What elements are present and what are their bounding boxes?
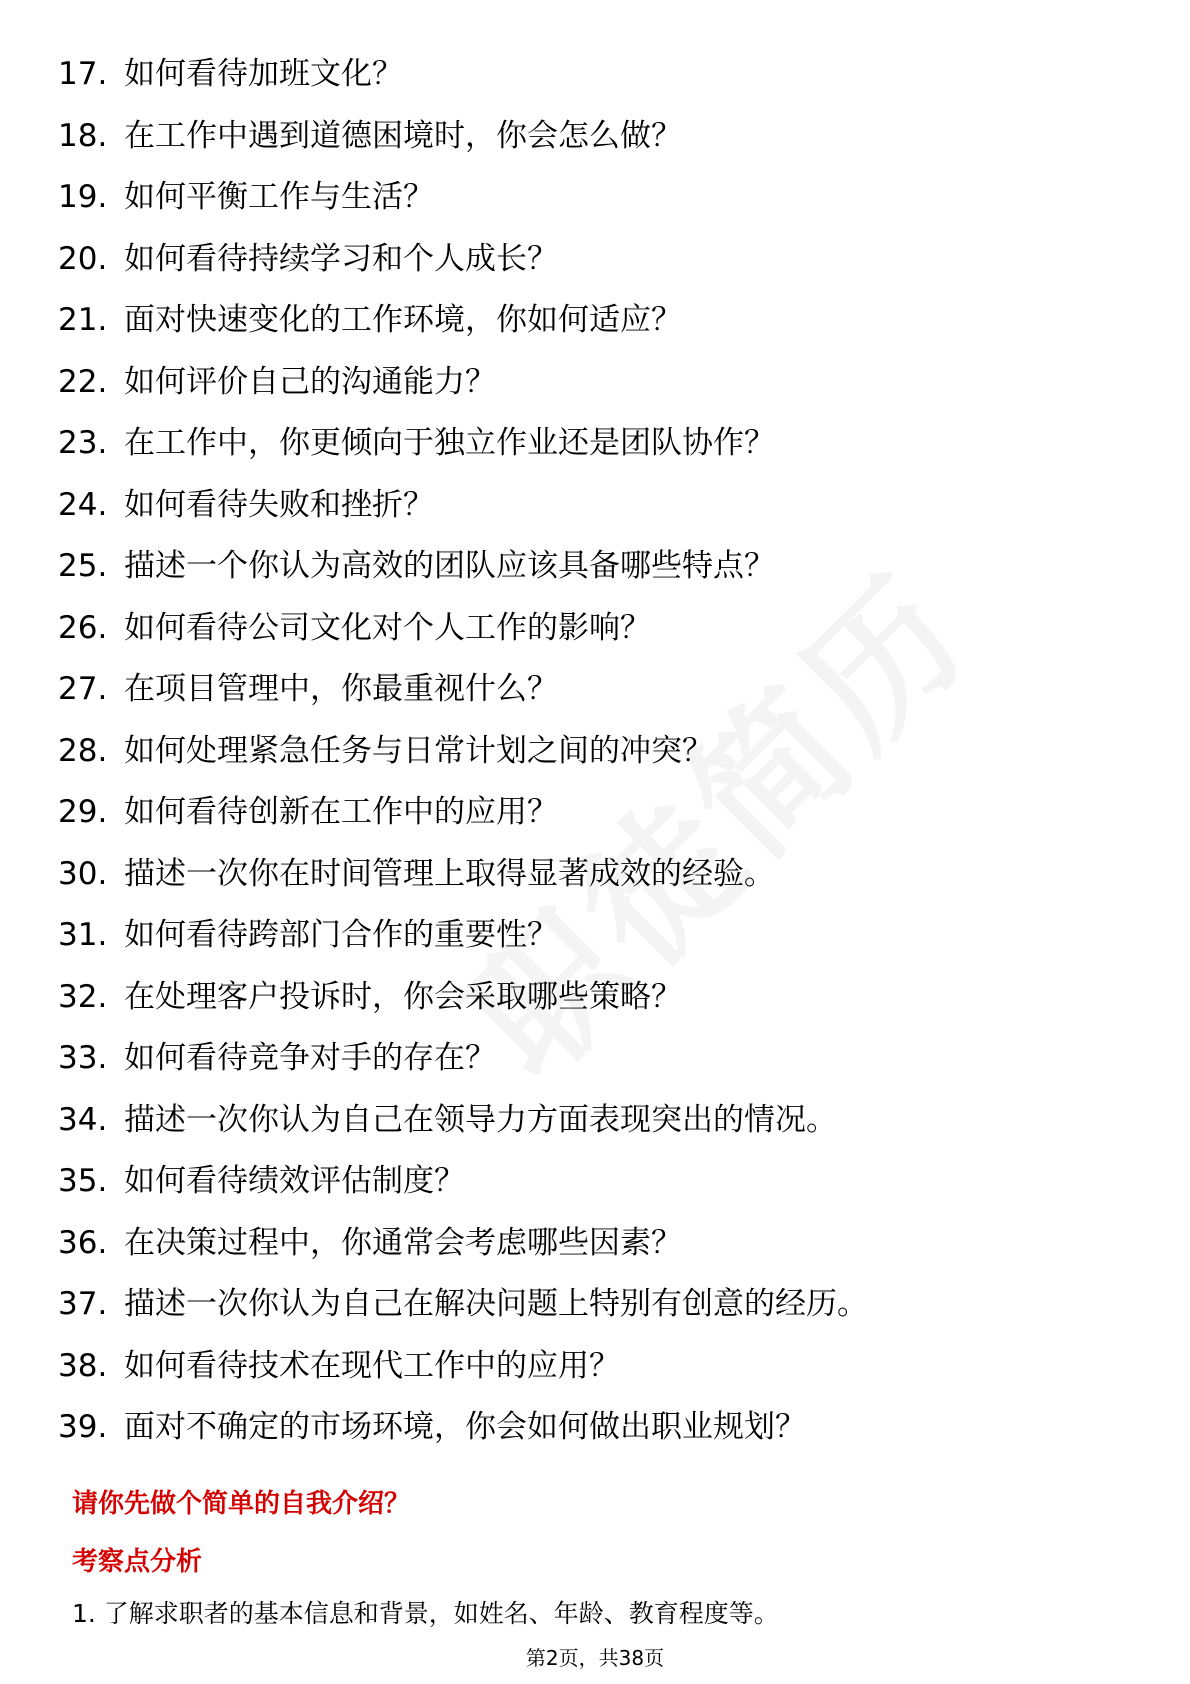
question-number: 35. bbox=[58, 1163, 108, 1200]
question-number: 36. bbox=[58, 1224, 108, 1261]
question-number: 22. bbox=[58, 363, 108, 400]
question-item bbox=[58, 598, 868, 660]
question-item bbox=[58, 1274, 868, 1336]
question-number: 31. bbox=[58, 917, 108, 954]
question-text: 面对不确定的市场环境，你会如何做出职业规划？ bbox=[124, 1409, 806, 1446]
question-number: 30. bbox=[58, 855, 108, 892]
question-number: 34. bbox=[58, 1101, 108, 1138]
question-item bbox=[58, 905, 868, 967]
question-text: 如何看待持续学习和个人成长？ bbox=[124, 240, 558, 277]
page-number: 第2页，共38页 bbox=[525, 1646, 665, 1670]
question-text: 描述一次你在时间管理上取得显著成效的经验。 bbox=[124, 855, 775, 892]
question-text: 描述一个你认为高效的团队应该具备哪些特点？ bbox=[124, 548, 775, 585]
question-number: 21. bbox=[58, 302, 108, 339]
question-item bbox=[58, 1090, 868, 1152]
question-number: 33. bbox=[58, 1040, 108, 1077]
question-heading: 请你先做个简单的自我介绍？ bbox=[72, 1489, 411, 1519]
question-item bbox=[58, 229, 868, 291]
question-item bbox=[58, 659, 868, 721]
question-item bbox=[58, 844, 868, 906]
question-text: 如何处理紧急任务与日常计划之间的冲突？ bbox=[124, 732, 713, 769]
question-item bbox=[58, 1213, 868, 1275]
question-number: 23. bbox=[58, 425, 108, 462]
question-item bbox=[58, 1028, 868, 1090]
question-text: 在处理客户投诉时，你会采取哪些策略？ bbox=[124, 978, 682, 1015]
question-item bbox=[58, 536, 868, 598]
question-item bbox=[58, 1151, 868, 1213]
question-number: 19. bbox=[58, 179, 108, 216]
question-number: 17. bbox=[58, 56, 108, 93]
question-item bbox=[58, 352, 868, 414]
question-text: 如何平衡工作与生活？ bbox=[124, 179, 434, 216]
question-number: 28. bbox=[58, 732, 108, 769]
question-text: 在项目管理中，你最重视什么？ bbox=[124, 671, 558, 708]
question-number: 37. bbox=[58, 1286, 108, 1323]
question-number: 26. bbox=[58, 609, 108, 646]
question-text: 如何看待跨部门合作的重要性？ bbox=[124, 917, 558, 954]
question-item bbox=[58, 782, 868, 844]
question-item bbox=[58, 1336, 868, 1398]
question-text: 如何看待公司文化对个人工作的影响？ bbox=[124, 609, 651, 646]
question-item bbox=[58, 475, 868, 537]
question-text: 如何看待绩效评估制度？ bbox=[124, 1163, 465, 1200]
question-text: 如何看待加班文化？ bbox=[124, 56, 403, 93]
question-text: 在工作中遇到道德困境时，你会怎么做？ bbox=[124, 117, 682, 154]
question-text: 在决策过程中，你通常会考虑哪些因素？ bbox=[124, 1224, 682, 1261]
question-item bbox=[58, 167, 868, 229]
question-item bbox=[58, 44, 868, 106]
question-number: 29. bbox=[58, 794, 108, 831]
question-text: 描述一次你认为自己在解决问题上特别有创意的经历。 bbox=[124, 1286, 868, 1323]
question-number: 32. bbox=[58, 978, 108, 1015]
question-text: 在工作中，你更倾向于独立作业还是团队协作？ bbox=[124, 425, 775, 462]
question-item bbox=[58, 290, 868, 352]
analysis-item: 1. 了解求职者的基本信息和背景，如姓名、年龄、教育程度等。 bbox=[72, 1599, 779, 1628]
analysis-heading: 考察点分析 bbox=[72, 1547, 203, 1577]
question-item bbox=[58, 967, 868, 1029]
question-item bbox=[58, 413, 868, 475]
question-text: 如何看待创新在工作中的应用？ bbox=[124, 794, 558, 831]
question-item bbox=[58, 106, 868, 168]
question-number: 25. bbox=[58, 548, 108, 585]
question-list bbox=[58, 44, 868, 1459]
question-number: 20. bbox=[58, 240, 108, 277]
question-item bbox=[58, 1397, 868, 1459]
question-text: 如何看待技术在现代工作中的应用？ bbox=[124, 1347, 620, 1384]
question-text: 如何看待失败和挫折？ bbox=[124, 486, 434, 523]
question-number: 24. bbox=[58, 486, 108, 523]
question-number: 39. bbox=[58, 1409, 108, 1446]
question-text: 如何评价自己的沟通能力？ bbox=[124, 363, 496, 400]
question-text: 面对快速变化的工作环境，你如何适应？ bbox=[124, 302, 682, 339]
question-item bbox=[58, 721, 868, 783]
question-number: 38. bbox=[58, 1347, 108, 1384]
question-number: 27. bbox=[58, 671, 108, 708]
question-text: 如何看待竞争对手的存在？ bbox=[124, 1040, 496, 1077]
question-number: 18. bbox=[58, 117, 108, 154]
question-text: 描述一次你认为自己在领导力方面表现突出的情况。 bbox=[124, 1101, 837, 1138]
